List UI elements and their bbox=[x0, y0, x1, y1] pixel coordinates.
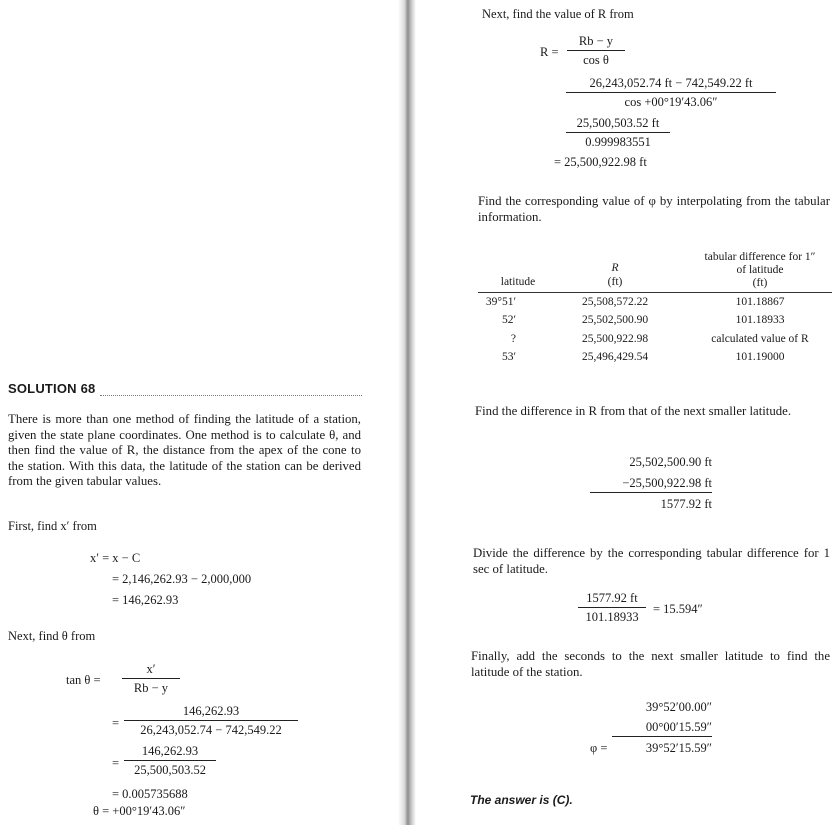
table-row-2-R: 25,502,500.90 bbox=[581, 314, 649, 326]
R-numerator-3: 25,500,503.52 ft bbox=[566, 116, 670, 133]
division-denominator: 101.18933 bbox=[585, 610, 639, 624]
table-row-2-diff: 101.18933 bbox=[735, 314, 785, 326]
x-equation-line-3: = 146,262.93 bbox=[112, 593, 179, 607]
find-x-label: First, find x′ from bbox=[8, 519, 97, 533]
table-row-1-lat: 39°51′ bbox=[485, 296, 516, 308]
subtraction-line-2: −25,500,922.98 ft bbox=[590, 476, 712, 493]
table-header-rule bbox=[478, 292, 832, 293]
tan-denominator-2: 26,243,052.74 − 742,549.22 bbox=[140, 723, 282, 737]
phi-lhs: φ = bbox=[590, 741, 608, 755]
R-denominator-1: cos θ bbox=[583, 53, 609, 67]
division-fraction bbox=[578, 591, 646, 625]
table-row-4-lat: 53′ bbox=[501, 351, 516, 363]
tan-fraction-1 bbox=[122, 662, 180, 696]
subtraction-result: 1577.92 ft bbox=[660, 497, 712, 511]
table-header-diff-line-3: (ft) bbox=[752, 277, 768, 289]
addition-line-1: 39°52′00.00″ bbox=[645, 700, 712, 714]
table-row-1-diff: 101.18867 bbox=[735, 296, 785, 308]
tan-result: = 0.005735688 bbox=[112, 787, 188, 801]
interpolation-paragraph: Find the corresponding value of φ by interpolating from the tabular information. bbox=[478, 194, 830, 224]
difference-paragraph: Find the difference in R from that of the next smaller latitude. bbox=[475, 404, 792, 418]
R-result: = 25,500,922.98 ft bbox=[554, 155, 647, 169]
theta-result: θ = +00°19′43.06″ bbox=[93, 804, 186, 818]
table-row-3-R: 25,500,922.98 bbox=[581, 333, 649, 345]
subtraction-line-1: 25,502,500.90 ft bbox=[629, 455, 712, 469]
R-numerator-1: Rb − y bbox=[567, 34, 625, 51]
tan-fraction-3 bbox=[124, 744, 216, 778]
table-row-3-lat: ? bbox=[510, 333, 516, 345]
table-row-4-diff: 101.19000 bbox=[735, 351, 785, 363]
book-gutter-shadow bbox=[398, 0, 416, 825]
table-header-latitude: latitude bbox=[500, 276, 536, 288]
tan-denominator-1: Rb − y bbox=[133, 681, 169, 695]
tan-eq-sign-2: = bbox=[112, 716, 120, 730]
R-fraction-2 bbox=[566, 76, 776, 110]
R-denominator-2: cos +00°19′43.06″ bbox=[624, 95, 718, 109]
table-row-4-R: 25,496,429.54 bbox=[581, 351, 649, 363]
R-fraction-1 bbox=[567, 34, 625, 68]
find-theta-label: Next, find θ from bbox=[8, 629, 96, 643]
table-row-2-lat: 52′ bbox=[501, 314, 516, 326]
R-numerator-2: 26,243,052.74 ft − 742,549.22 ft bbox=[566, 76, 776, 93]
find-R-label: Next, find the value of R from bbox=[482, 7, 634, 21]
table-header-diff-line-1: tabular difference for 1″ bbox=[704, 251, 816, 263]
R-lhs: R = bbox=[540, 45, 559, 59]
x-equation-line-2: = 2,146,262.93 − 2,000,000 bbox=[112, 572, 252, 586]
tan-numerator-1: x′ bbox=[122, 662, 180, 679]
x-equation-line-1: x′ = x − C bbox=[90, 551, 141, 565]
tan-eq-sign-3: = bbox=[112, 756, 120, 770]
tan-denominator-3: 25,500,503.52 bbox=[134, 763, 206, 777]
tan-fraction-2 bbox=[124, 704, 298, 738]
R-denominator-3: 0.999983551 bbox=[585, 135, 651, 149]
R-fraction-3 bbox=[566, 116, 670, 150]
tan-numerator-2: 146,262.93 bbox=[124, 704, 298, 721]
division-numerator: 1577.92 ft bbox=[578, 591, 646, 608]
tan-numerator-3: 146,262.93 bbox=[124, 744, 216, 761]
table-row-3-diff: calculated value of R bbox=[711, 333, 809, 345]
tan-lhs: tan θ = bbox=[66, 673, 101, 687]
table-header-diff-line-2: of latitude bbox=[736, 264, 784, 276]
table-row-1-R: 25,508,572.22 bbox=[581, 296, 649, 308]
intro-paragraph: There is more than one method of finding the latitude of a station, given the state plane coordinates. One method is to calculate θ, and then find the value of R, the distance from the apex of the cone to the station. With this data, the latitude of the station can be derived from the given tabular values. bbox=[8, 412, 361, 488]
solution-heading: SOLUTION 68 bbox=[8, 381, 96, 396]
divide-paragraph: Divide the difference by the corresponding tabular difference for 1 sec of latitude. bbox=[473, 546, 830, 576]
answer-statement: The answer is (C). bbox=[470, 793, 573, 807]
addition-line-2: 00°00′15.59″ bbox=[612, 720, 712, 737]
table-header-R: R bbox=[611, 262, 619, 274]
heading-rule bbox=[100, 395, 362, 396]
division-result: = 15.594″ bbox=[653, 602, 703, 616]
addition-result: 39°52′15.59″ bbox=[645, 741, 712, 755]
final-paragraph: Finally, add the seconds to the next smaller latitude to find the latitude of the station. bbox=[471, 649, 830, 679]
table-header-R-units: (ft) bbox=[607, 276, 623, 288]
